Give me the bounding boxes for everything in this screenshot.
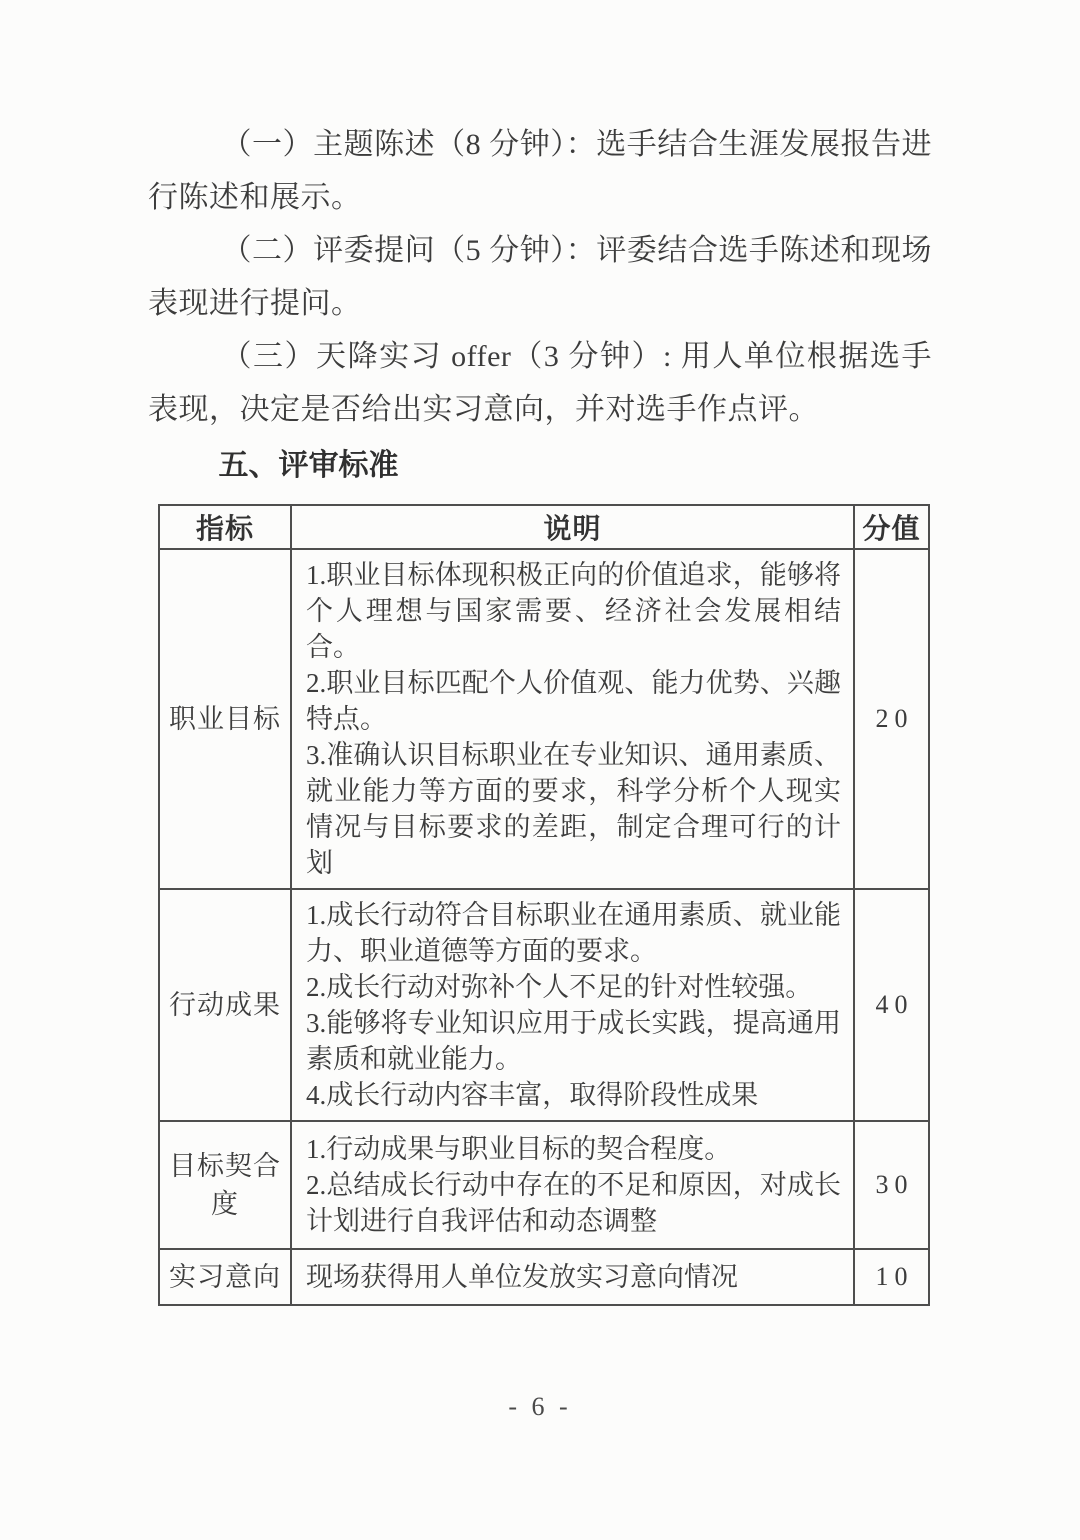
score-cell: 30 [854, 1121, 929, 1249]
paragraph-topic-statement: （一）主题陈述（8 分钟）：选手结合生涯发展报告进行陈述和展示。 [148, 128, 932, 214]
page-number: - 6 - [508, 1392, 572, 1421]
paragraph-judge-questions: （二）评委提问（5 分钟）：评委结合选手陈述和现场表现进行提问。 [148, 234, 932, 320]
criteria-item: 现场获得用人单位发放实习意向情况 [306, 1262, 738, 1292]
col-header-indicator: 指标 [159, 505, 291, 549]
criteria-item: 1.行动成果与职业目标的契合程度。 [306, 1134, 732, 1164]
col-header-description: 说明 [291, 505, 854, 549]
table-row-career-goal [159, 549, 929, 889]
criteria-item: 2.职业目标匹配个人价值观、能力优势、兴趣特点。 [306, 668, 841, 734]
description-cell [291, 1121, 854, 1249]
table-row-action-results [159, 889, 929, 1121]
criteria-item: 3.准确认识目标职业在专业知识、通用素质、就业能力等方面的要求，科学分析个人现实情况与目标要求的差距，制定合理可行的计划 [306, 740, 841, 878]
col-header-score: 分值 [854, 505, 929, 549]
score-cell: 10 [854, 1249, 929, 1305]
description-cell [291, 549, 854, 889]
score-cell: 40 [854, 889, 929, 1121]
indicator-cell: 职业目标 [159, 549, 291, 889]
table-header-row [159, 505, 929, 549]
criteria-item: 4.成长行动内容丰富，取得阶段性成果 [306, 1080, 759, 1110]
criteria-item: 2.成长行动对弥补个人不足的针对性较强。 [306, 972, 813, 1002]
criteria-item: 2.总结成长行动中存在的不足和原因，对成长计划进行自我评估和动态调整 [306, 1170, 841, 1236]
section-heading-criteria: 五、评审标准 [218, 449, 399, 482]
table-row-goal-fit [159, 1121, 929, 1249]
indicator-cell: 实习意向 [159, 1249, 291, 1305]
indicator-cell: 行动成果 [159, 889, 291, 1121]
indicator-cell: 目标契合度 [159, 1121, 291, 1249]
criteria-item: 1.成长行动符合目标职业在通用素质、就业能力、职业道德等方面的要求。 [306, 900, 841, 966]
criteria-item: 3.能够将专业知识应用于成长实践，提高通用素质和就业能力。 [306, 1008, 841, 1074]
criteria-item: 1.职业目标体现积极正向的价值追求，能够将个人理想与国家需要、经济社会发展相结合。 [306, 560, 841, 662]
criteria-table [158, 504, 930, 1306]
description-cell [291, 1249, 854, 1305]
table-row-internship-intent [159, 1249, 929, 1305]
paragraph-internship-offer: （三）天降实习 offer（3 分钟）: 用人单位根据选手表现，决定是否给出实习意向，并对选手作点评。 [148, 340, 932, 426]
description-cell [291, 889, 854, 1121]
score-cell: 20 [854, 549, 929, 889]
